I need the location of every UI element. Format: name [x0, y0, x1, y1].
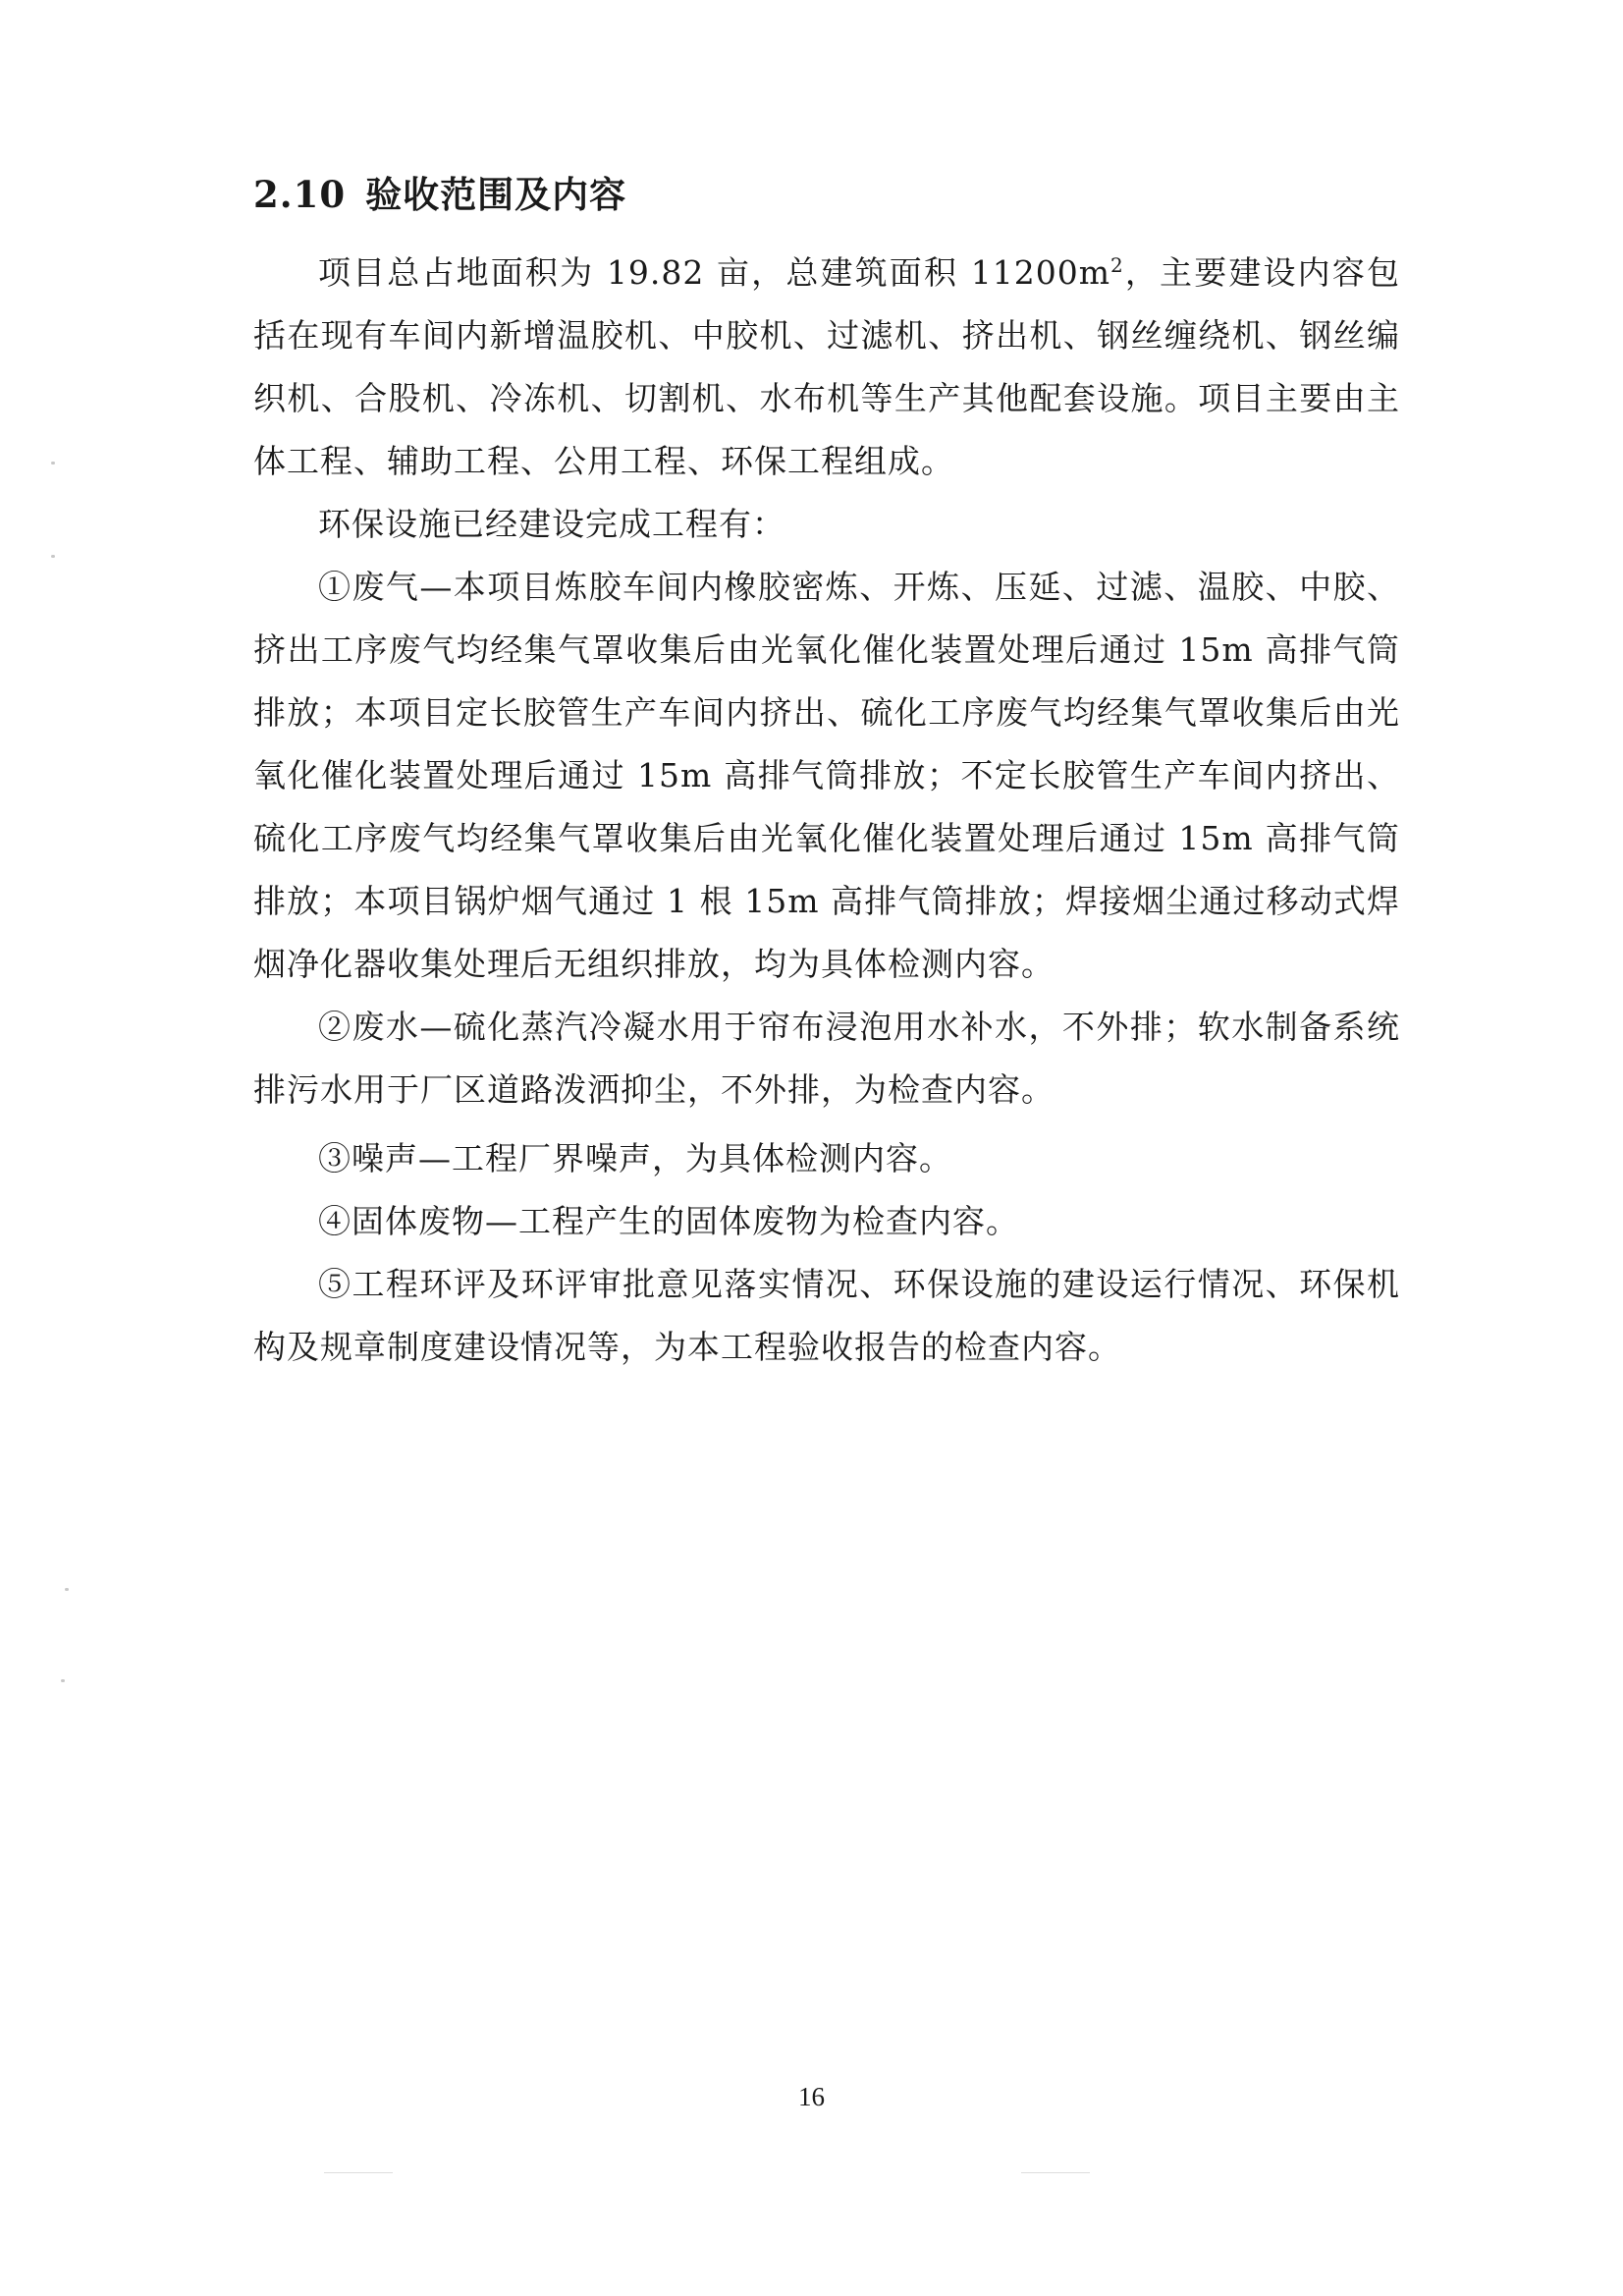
waste-gas-paragraph: ①废气—本项目炼胶车间内橡胶密炼、开炼、压延、过滤、温胶、中胶、挤出工序废气均经集气罩收集后由光氧化催化装置处理后通过 15m 高排气筒排放；本项目定长胶管生产车间内挤出、硫化工序废气均经集气罩收集后由光氧化催化装置处理后通过 15m 高排气筒排放；不定长胶管生产车间内挤出、硫化工序废气均经集气罩收集后由光氧化催化装置处理后通过 15m 高排气筒排放；本项目锅炉烟气通过 1 根 15m 高排气筒排放；焊接烟尘通过移动式焊烟净化器收集处理后无组织排放，均为具体检测内容。: [253, 568, 1400, 983]
section-number: 2.10: [253, 173, 347, 216]
section-title: 验收范围及内容: [365, 173, 627, 216]
footer-divider-right: [1021, 2172, 1090, 2173]
solid-waste-paragraph: ④固体废物—工程产生的固体废物为检查内容。: [318, 1202, 1019, 1240]
intro-paragraph: [253, 242, 1400, 493]
intro-text-b: ，主要建设内容包括在现有车间内新增温胶机、中胶机、过滤机、挤出机、钢丝缠绕机、钢丝编织机、合股机、冷冻机、切割机、水布机等生产其他配套设施。项目主要由主体工程、辅助工程、公用工程、环保工程组成。: [253, 253, 1400, 480]
main-content: [253, 167, 1400, 1379]
facilities-paragraph: 环保设施已经建设完成工程有：: [318, 505, 785, 543]
footer-divider-left: [324, 2172, 393, 2173]
noise-paragraph: ③噪声—工程厂界噪声，为具体检测内容。: [318, 1139, 952, 1177]
scan-speck: [51, 555, 55, 558]
waste-water-paragraph: ②废水—硫化蒸汽冷凝水用于帘布浸泡用水补水，不外排；软水制备系统排污水用于厂区道路泼洒抑尘，不外排，为检查内容。: [253, 1008, 1400, 1109]
intro-text-a: 项目总占地面积为 19.82 亩，总建筑面积 11200m: [318, 253, 1111, 292]
scan-speck: [51, 462, 55, 465]
scan-speck: [65, 1588, 69, 1591]
other-items-paragraph: ⑤工程环评及环评审批意见落实情况、环保设施的建设运行情况、环保机构及规章制度建设情况等，为本工程验收报告的检查内容。: [253, 1265, 1400, 1366]
section-heading: [253, 167, 1400, 222]
area-unit-superscript: 2: [1110, 253, 1124, 277]
scan-speck: [61, 1679, 65, 1682]
page-number: 16: [798, 2082, 825, 2111]
